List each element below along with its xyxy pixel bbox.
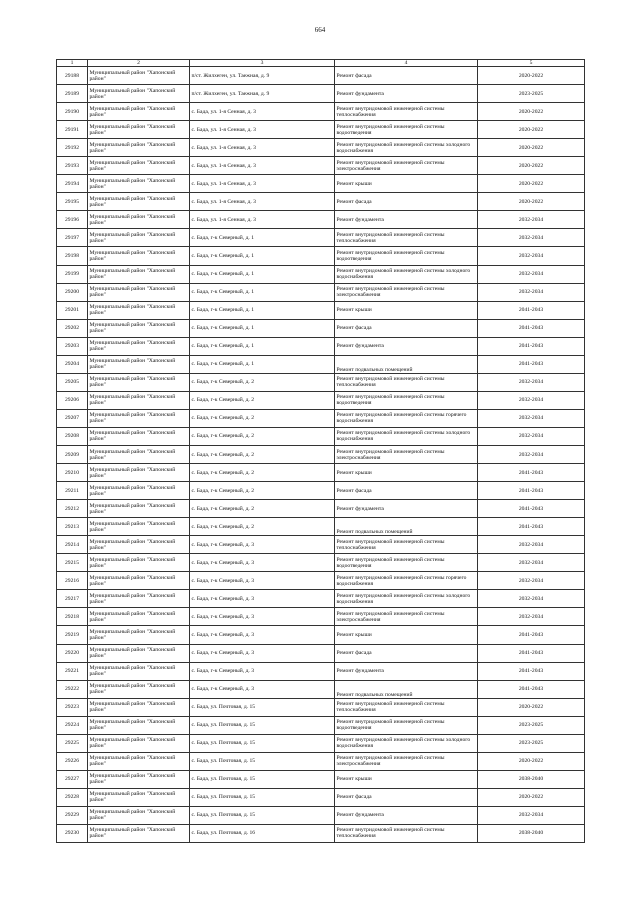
row-number: 29192 [57, 139, 88, 157]
municipality-cell: Муниципальный район "Хапонский район" [88, 103, 190, 121]
period-cell: 2032-2034 [478, 373, 585, 391]
work-type-cell: Ремонт фасада [335, 788, 478, 806]
table-row [57, 85, 585, 103]
page-number: 664 [314, 26, 326, 34]
municipality-cell: Муниципальный район "Хапонский район" [88, 788, 190, 806]
period-cell: 2032-2034 [478, 265, 585, 283]
period-cell: 2032-2034 [478, 247, 585, 265]
table-row [57, 67, 585, 85]
row-number: 29199 [57, 265, 88, 283]
row-number: 29228 [57, 788, 88, 806]
row-number: 29213 [57, 518, 88, 536]
municipality-cell: Муниципальный район "Хапонский район" [88, 590, 190, 608]
municipality-cell: Муниципальный район "Хапонский район" [88, 85, 190, 103]
municipality-cell: Муниципальный район "Хапонский район" [88, 319, 190, 337]
address-cell: п/ст. Жилхеген, ул. Таежная, д. 9 [190, 67, 335, 85]
address-cell: с. Бада, г-к Северный, д. 3 [190, 680, 335, 698]
period-cell: 2020-2022 [478, 157, 585, 175]
address-cell: с. Бада, г-к Северный, д. 3 [190, 536, 335, 554]
table-row [57, 554, 585, 572]
work-type-cell: Ремонт фундамента [335, 500, 478, 518]
row-number: 29217 [57, 590, 88, 608]
municipality-cell: Муниципальный район "Хапонский район" [88, 175, 190, 193]
address-cell: с. Бада, г-к Северный, д. 2 [190, 373, 335, 391]
work-type-cell: Ремонт внутридомовой инженерной системы теплоснабжения [335, 698, 478, 716]
work-type-cell: Ремонт внутридомовой инженерной системы водоотведения [335, 391, 478, 409]
municipality-cell: Муниципальный район "Хапонский район" [88, 770, 190, 788]
table-row [57, 193, 585, 211]
header-row [57, 60, 585, 67]
municipality-cell: Муниципальный район "Хапонский район" [88, 355, 190, 373]
work-type-cell: Ремонт внутридомовой инженерной системы холодного водоснабжения [335, 590, 478, 608]
period-cell: 2020-2022 [478, 67, 585, 85]
row-number: 29216 [57, 572, 88, 590]
table-row [57, 608, 585, 626]
table-row [57, 409, 585, 427]
work-type-cell: Ремонт крыши [335, 175, 478, 193]
municipality-cell: Муниципальный район "Хапонский район" [88, 193, 190, 211]
table-row [57, 518, 585, 536]
row-number: 29205 [57, 373, 88, 391]
municipality-cell: Муниципальный район "Хапонский район" [88, 536, 190, 554]
period-cell: 2041-2043 [478, 464, 585, 482]
municipality-cell: Муниципальный район "Хапонский район" [88, 572, 190, 590]
row-number: 29229 [57, 806, 88, 824]
work-type-cell: Ремонт внутридомовой инженерной системы холодного водоснабжения [335, 265, 478, 283]
address-cell: с. Бада, ул. 1-я Сенная, д. 3 [190, 157, 335, 175]
table-row [57, 752, 585, 770]
work-type-cell: Ремонт крыши [335, 301, 478, 319]
row-number: 29189 [57, 85, 88, 103]
work-type-cell: Ремонт внутридомовой инженерной системы водоотведения [335, 121, 478, 139]
address-cell: с. Бада, ул. Почтовая, д. 15 [190, 752, 335, 770]
address-cell: с. Бада, г-к Северный, д. 1 [190, 301, 335, 319]
address-cell: с. Бада, ул. 1-я Сенная, д. 3 [190, 103, 335, 121]
municipality-cell: Муниципальный район "Хапонский район" [88, 373, 190, 391]
period-cell: 2020-2022 [478, 752, 585, 770]
period-cell: 2032-2034 [478, 409, 585, 427]
work-type-cell: Ремонт внутридомовой инженерной системы водоотведения [335, 554, 478, 572]
work-type-cell: Ремонт внутридомовой инженерной системы теплоснабжения [335, 229, 478, 247]
address-cell: с. Бада, г-к Северный, д. 3 [190, 554, 335, 572]
period-cell: 2020-2022 [478, 121, 585, 139]
municipality-cell: Муниципальный район "Хапонский район" [88, 806, 190, 824]
municipality-cell: Муниципальный район "Хапонский район" [88, 247, 190, 265]
header-col-5: 5 [478, 60, 585, 67]
table-row [57, 734, 585, 752]
address-cell: с. Бада, г-к Северный, д. 2 [190, 500, 335, 518]
period-cell: 2032-2034 [478, 445, 585, 463]
table-row [57, 590, 585, 608]
municipality-cell: Муниципальный район "Хапонский район" [88, 265, 190, 283]
period-cell: 2032-2034 [478, 554, 585, 572]
address-cell: с. Бада, ул. Почтовая, д. 15 [190, 716, 335, 734]
address-cell: с. Бада, г-к Северный, д. 1 [190, 337, 335, 355]
period-cell: 2032-2034 [478, 608, 585, 626]
work-type-cell: Ремонт внутридомовой инженерной системы теплоснабжения [335, 824, 478, 842]
period-cell: 2041-2043 [478, 301, 585, 319]
table-row [57, 680, 585, 698]
municipality-cell: Муниципальный район "Хапонский район" [88, 391, 190, 409]
table-row [57, 464, 585, 482]
header-col-1: 1 [57, 60, 88, 67]
row-number: 29201 [57, 301, 88, 319]
work-type-cell: Ремонт внутридомовой инженерной системы электроснабжения [335, 157, 478, 175]
work-type-cell: Ремонт внутридомовой инженерной системы электроснабжения [335, 445, 478, 463]
table-row [57, 788, 585, 806]
table-row [57, 229, 585, 247]
row-number: 29222 [57, 680, 88, 698]
address-cell: с. Бада, г-к Северный, д. 1 [190, 355, 335, 373]
table-row [57, 536, 585, 554]
header-col-2: 2 [88, 60, 190, 67]
address-cell: с. Бада, ул. 1-я Сенная, д. 3 [190, 175, 335, 193]
row-number: 29196 [57, 211, 88, 229]
address-cell: с. Бада, ул. Почтовая, д. 15 [190, 770, 335, 788]
municipality-cell: Муниципальный район "Хапонский район" [88, 500, 190, 518]
table-row [57, 283, 585, 301]
municipality-cell: Муниципальный район "Хапонский район" [88, 824, 190, 842]
address-cell: с. Бада, ул. Почтовая, д. 15 [190, 788, 335, 806]
municipality-cell: Муниципальный район "Хапонский район" [88, 680, 190, 698]
table-row [57, 626, 585, 644]
period-cell: 2038-2040 [478, 824, 585, 842]
municipality-cell: Муниципальный район "Хапонский район" [88, 157, 190, 175]
work-type-cell: Ремонт крыши [335, 770, 478, 788]
period-cell: 2032-2034 [478, 211, 585, 229]
work-type-cell: Ремонт фундамента [335, 211, 478, 229]
period-cell: 2032-2034 [478, 806, 585, 824]
address-cell: с. Бада, г-к Северный, д. 3 [190, 662, 335, 680]
period-cell: 2041-2043 [478, 626, 585, 644]
period-cell: 2032-2034 [478, 391, 585, 409]
address-cell: с. Бада, ул. Почтовая, д. 15 [190, 698, 335, 716]
work-type-cell: Ремонт крыши [335, 464, 478, 482]
municipality-cell: Муниципальный район "Хапонский район" [88, 409, 190, 427]
row-number: 29193 [57, 157, 88, 175]
work-type-cell: Ремонт фасада [335, 193, 478, 211]
row-number: 29204 [57, 355, 88, 373]
row-number: 29218 [57, 608, 88, 626]
work-type-cell: Ремонт внутридомовой инженерной системы водоотведения [335, 247, 478, 265]
address-cell: с. Бада, ул. Почтовая, д. 15 [190, 806, 335, 824]
period-cell: 2020-2022 [478, 175, 585, 193]
row-number: 29230 [57, 824, 88, 842]
table-row [57, 770, 585, 788]
row-number: 29220 [57, 644, 88, 662]
work-type-cell: Ремонт фасада [335, 319, 478, 337]
address-cell: п/ст. Жилхеген, ул. Таежная, д. 9 [190, 85, 335, 103]
municipality-cell: Муниципальный район "Хапонский район" [88, 698, 190, 716]
municipality-cell: Муниципальный район "Хапонский район" [88, 734, 190, 752]
address-cell: с. Бада, г-к Северный, д. 1 [190, 229, 335, 247]
municipality-cell: Муниципальный район "Хапонский район" [88, 662, 190, 680]
municipality-cell: Муниципальный район "Хапонский район" [88, 211, 190, 229]
work-type-cell: Ремонт фундамента [335, 85, 478, 103]
period-cell: 2020-2022 [478, 788, 585, 806]
period-cell: 2041-2043 [478, 680, 585, 698]
row-number: 29195 [57, 193, 88, 211]
address-cell: с. Бада, г-к Северный, д. 2 [190, 464, 335, 482]
period-cell: 2041-2043 [478, 482, 585, 500]
work-type-cell: Ремонт внутридомовой инженерной системы электроснабжения [335, 283, 478, 301]
period-cell: 2041-2043 [478, 500, 585, 518]
table-row [57, 500, 585, 518]
address-cell: с. Бада, г-к Северный, д. 3 [190, 626, 335, 644]
header-col-4: 4 [335, 60, 478, 67]
period-cell: 2020-2022 [478, 698, 585, 716]
work-type-cell: Ремонт внутридомовой инженерной системы горячего водоснабжения [335, 409, 478, 427]
municipality-cell: Муниципальный район "Хапонский район" [88, 644, 190, 662]
address-cell: с. Бада, ул. Почтовая, д. 15 [190, 734, 335, 752]
table-row [57, 482, 585, 500]
period-cell: 2032-2034 [478, 590, 585, 608]
municipality-cell: Муниципальный район "Хапонский район" [88, 337, 190, 355]
work-type-cell: Ремонт подвальных помещений [335, 518, 478, 536]
table-row [57, 427, 585, 445]
period-cell: 2032-2034 [478, 536, 585, 554]
period-cell: 2023-2025 [478, 85, 585, 103]
municipality-cell: Муниципальный район "Хапонский район" [88, 752, 190, 770]
work-type-cell: Ремонт внутридомовой инженерной системы холодного водоснабжения [335, 427, 478, 445]
period-cell: 2032-2034 [478, 283, 585, 301]
table-row [57, 391, 585, 409]
address-cell: с. Бада, ул. Почтовая, д. 16 [190, 824, 335, 842]
period-cell: 2020-2022 [478, 103, 585, 121]
address-cell: с. Бада, г-к Северный, д. 2 [190, 427, 335, 445]
row-number: 29211 [57, 482, 88, 500]
row-number: 29207 [57, 409, 88, 427]
work-type-cell: Ремонт фасада [335, 644, 478, 662]
address-cell: с. Бада, г-к Северный, д. 1 [190, 319, 335, 337]
row-number: 29223 [57, 698, 88, 716]
period-cell: 2041-2043 [478, 662, 585, 680]
municipality-cell: Муниципальный район "Хапонский район" [88, 464, 190, 482]
table-row [57, 355, 585, 373]
table-row [57, 572, 585, 590]
municipality-cell: Муниципальный район "Хапонский район" [88, 445, 190, 463]
work-type-cell: Ремонт внутридомовой инженерной системы холодного водоснабжения [335, 734, 478, 752]
work-type-cell: Ремонт фасада [335, 482, 478, 500]
row-number: 29190 [57, 103, 88, 121]
work-type-cell: Ремонт фундамента [335, 662, 478, 680]
table-row [57, 139, 585, 157]
municipality-cell: Муниципальный район "Хапонский район" [88, 67, 190, 85]
work-type-cell: Ремонт внутридомовой инженерной системы электроснабжения [335, 608, 478, 626]
municipality-cell: Муниципальный район "Хапонский район" [88, 518, 190, 536]
table-row [57, 319, 585, 337]
period-cell: 2032-2034 [478, 427, 585, 445]
work-type-cell: Ремонт крыши [335, 626, 478, 644]
row-number: 29194 [57, 175, 88, 193]
table-header [57, 60, 585, 67]
table-row [57, 175, 585, 193]
table-row [57, 806, 585, 824]
address-cell: с. Бада, г-к Северный, д. 1 [190, 265, 335, 283]
row-number: 29219 [57, 626, 88, 644]
work-type-cell: Ремонт подвальных помещений [335, 680, 478, 698]
work-type-cell: Ремонт внутридомовой инженерной системы теплоснабжения [335, 373, 478, 391]
period-cell: 2023-2025 [478, 734, 585, 752]
municipality-cell: Муниципальный район "Хапонский район" [88, 608, 190, 626]
table-row [57, 373, 585, 391]
table-row [57, 121, 585, 139]
work-type-cell: Ремонт внутридомовой инженерной системы горячего водоснабжения [335, 572, 478, 590]
table-row [57, 698, 585, 716]
period-cell: 2020-2022 [478, 139, 585, 157]
table-row [57, 824, 585, 842]
address-cell: с. Бада, г-к Северный, д. 1 [190, 283, 335, 301]
row-number: 29227 [57, 770, 88, 788]
table-row [57, 337, 585, 355]
work-type-cell: Ремонт фасада [335, 67, 478, 85]
address-cell: с. Бада, г-к Северный, д. 3 [190, 644, 335, 662]
table-row [57, 662, 585, 680]
address-cell: с. Бада, ул. 1-я Сенная, д. 3 [190, 193, 335, 211]
address-cell: с. Бада, ул. 1-я Сенная, д. 3 [190, 139, 335, 157]
period-cell: 2041-2043 [478, 319, 585, 337]
table-body [57, 67, 585, 843]
address-cell: с. Бада, г-к Северный, д. 2 [190, 482, 335, 500]
row-number: 29224 [57, 716, 88, 734]
work-type-cell: Ремонт фундамента [335, 806, 478, 824]
municipality-cell: Муниципальный район "Хапонский район" [88, 626, 190, 644]
period-cell: 2041-2043 [478, 644, 585, 662]
period-cell: 2032-2034 [478, 572, 585, 590]
table-row [57, 301, 585, 319]
address-cell: с. Бада, г-к Северный, д. 2 [190, 445, 335, 463]
work-type-cell: Ремонт внутридомовой инженерной системы водоотведения [335, 716, 478, 734]
address-cell: с. Бада, г-к Северный, д. 1 [190, 247, 335, 265]
work-type-cell: Ремонт внутридомовой инженерной системы теплоснабжения [335, 103, 478, 121]
municipality-cell: Муниципальный район "Хапонский район" [88, 121, 190, 139]
table-row [57, 265, 585, 283]
row-number: 29209 [57, 445, 88, 463]
period-cell: 2020-2022 [478, 193, 585, 211]
address-cell: с. Бада, г-к Северный, д. 3 [190, 590, 335, 608]
address-cell: с. Бада, г-к Северный, д. 2 [190, 518, 335, 536]
table-row [57, 247, 585, 265]
row-number: 29210 [57, 464, 88, 482]
period-cell: 2041-2043 [478, 355, 585, 373]
row-number: 29197 [57, 229, 88, 247]
row-number: 29203 [57, 337, 88, 355]
work-type-cell: Ремонт фундамента [335, 337, 478, 355]
work-type-cell: Ремонт внутридомовой инженерной системы холодного водоснабжения [335, 139, 478, 157]
address-cell: с. Бада, г-к Северный, д. 2 [190, 409, 335, 427]
address-cell: с. Бада, г-к Северный, д. 3 [190, 572, 335, 590]
row-number: 29214 [57, 536, 88, 554]
row-number: 29200 [57, 283, 88, 301]
row-number: 29202 [57, 319, 88, 337]
header-col-3: 3 [190, 60, 335, 67]
table-row [57, 103, 585, 121]
period-cell: 2041-2043 [478, 337, 585, 355]
table-row [57, 644, 585, 662]
municipality-cell: Муниципальный район "Хапонский район" [88, 554, 190, 572]
work-type-cell: Ремонт внутридомовой инженерной системы электроснабжения [335, 752, 478, 770]
municipality-cell: Муниципальный район "Хапонский район" [88, 427, 190, 445]
table-row [57, 716, 585, 734]
row-number: 29188 [57, 67, 88, 85]
row-number: 29225 [57, 734, 88, 752]
municipality-cell: Муниципальный район "Хапонский район" [88, 301, 190, 319]
period-cell: 2038-2040 [478, 770, 585, 788]
municipality-cell: Муниципальный район "Хапонский район" [88, 283, 190, 301]
work-type-cell: Ремонт внутридомовой инженерной системы теплоснабжения [335, 536, 478, 554]
address-cell: с. Бада, ул. 1-я Сенная, д. 3 [190, 211, 335, 229]
address-cell: с. Бада, г-к Северный, д. 3 [190, 608, 335, 626]
row-number: 29206 [57, 391, 88, 409]
row-number: 29212 [57, 500, 88, 518]
municipality-cell: Муниципальный район "Хапонский район" [88, 716, 190, 734]
address-cell: с. Бада, г-к Северный, д. 2 [190, 391, 335, 409]
row-number: 29198 [57, 247, 88, 265]
table-row [57, 445, 585, 463]
table-row [57, 211, 585, 229]
period-cell: 2023-2025 [478, 716, 585, 734]
row-number: 29221 [57, 662, 88, 680]
municipality-cell: Муниципальный район "Хапонский район" [88, 482, 190, 500]
row-number: 29191 [57, 121, 88, 139]
period-cell: 2041-2043 [478, 518, 585, 536]
row-number: 29208 [57, 427, 88, 445]
period-cell: 2032-2034 [478, 229, 585, 247]
table-row [57, 157, 585, 175]
municipality-cell: Муниципальный район "Хапонский район" [88, 139, 190, 157]
register-table [56, 59, 585, 843]
work-type-cell: Ремонт подвальных помещений [335, 355, 478, 373]
municipality-cell: Муниципальный район "Хапонский район" [88, 229, 190, 247]
address-cell: с. Бада, ул. 1-я Сенная, д. 3 [190, 121, 335, 139]
row-number: 29215 [57, 554, 88, 572]
row-number: 29226 [57, 752, 88, 770]
